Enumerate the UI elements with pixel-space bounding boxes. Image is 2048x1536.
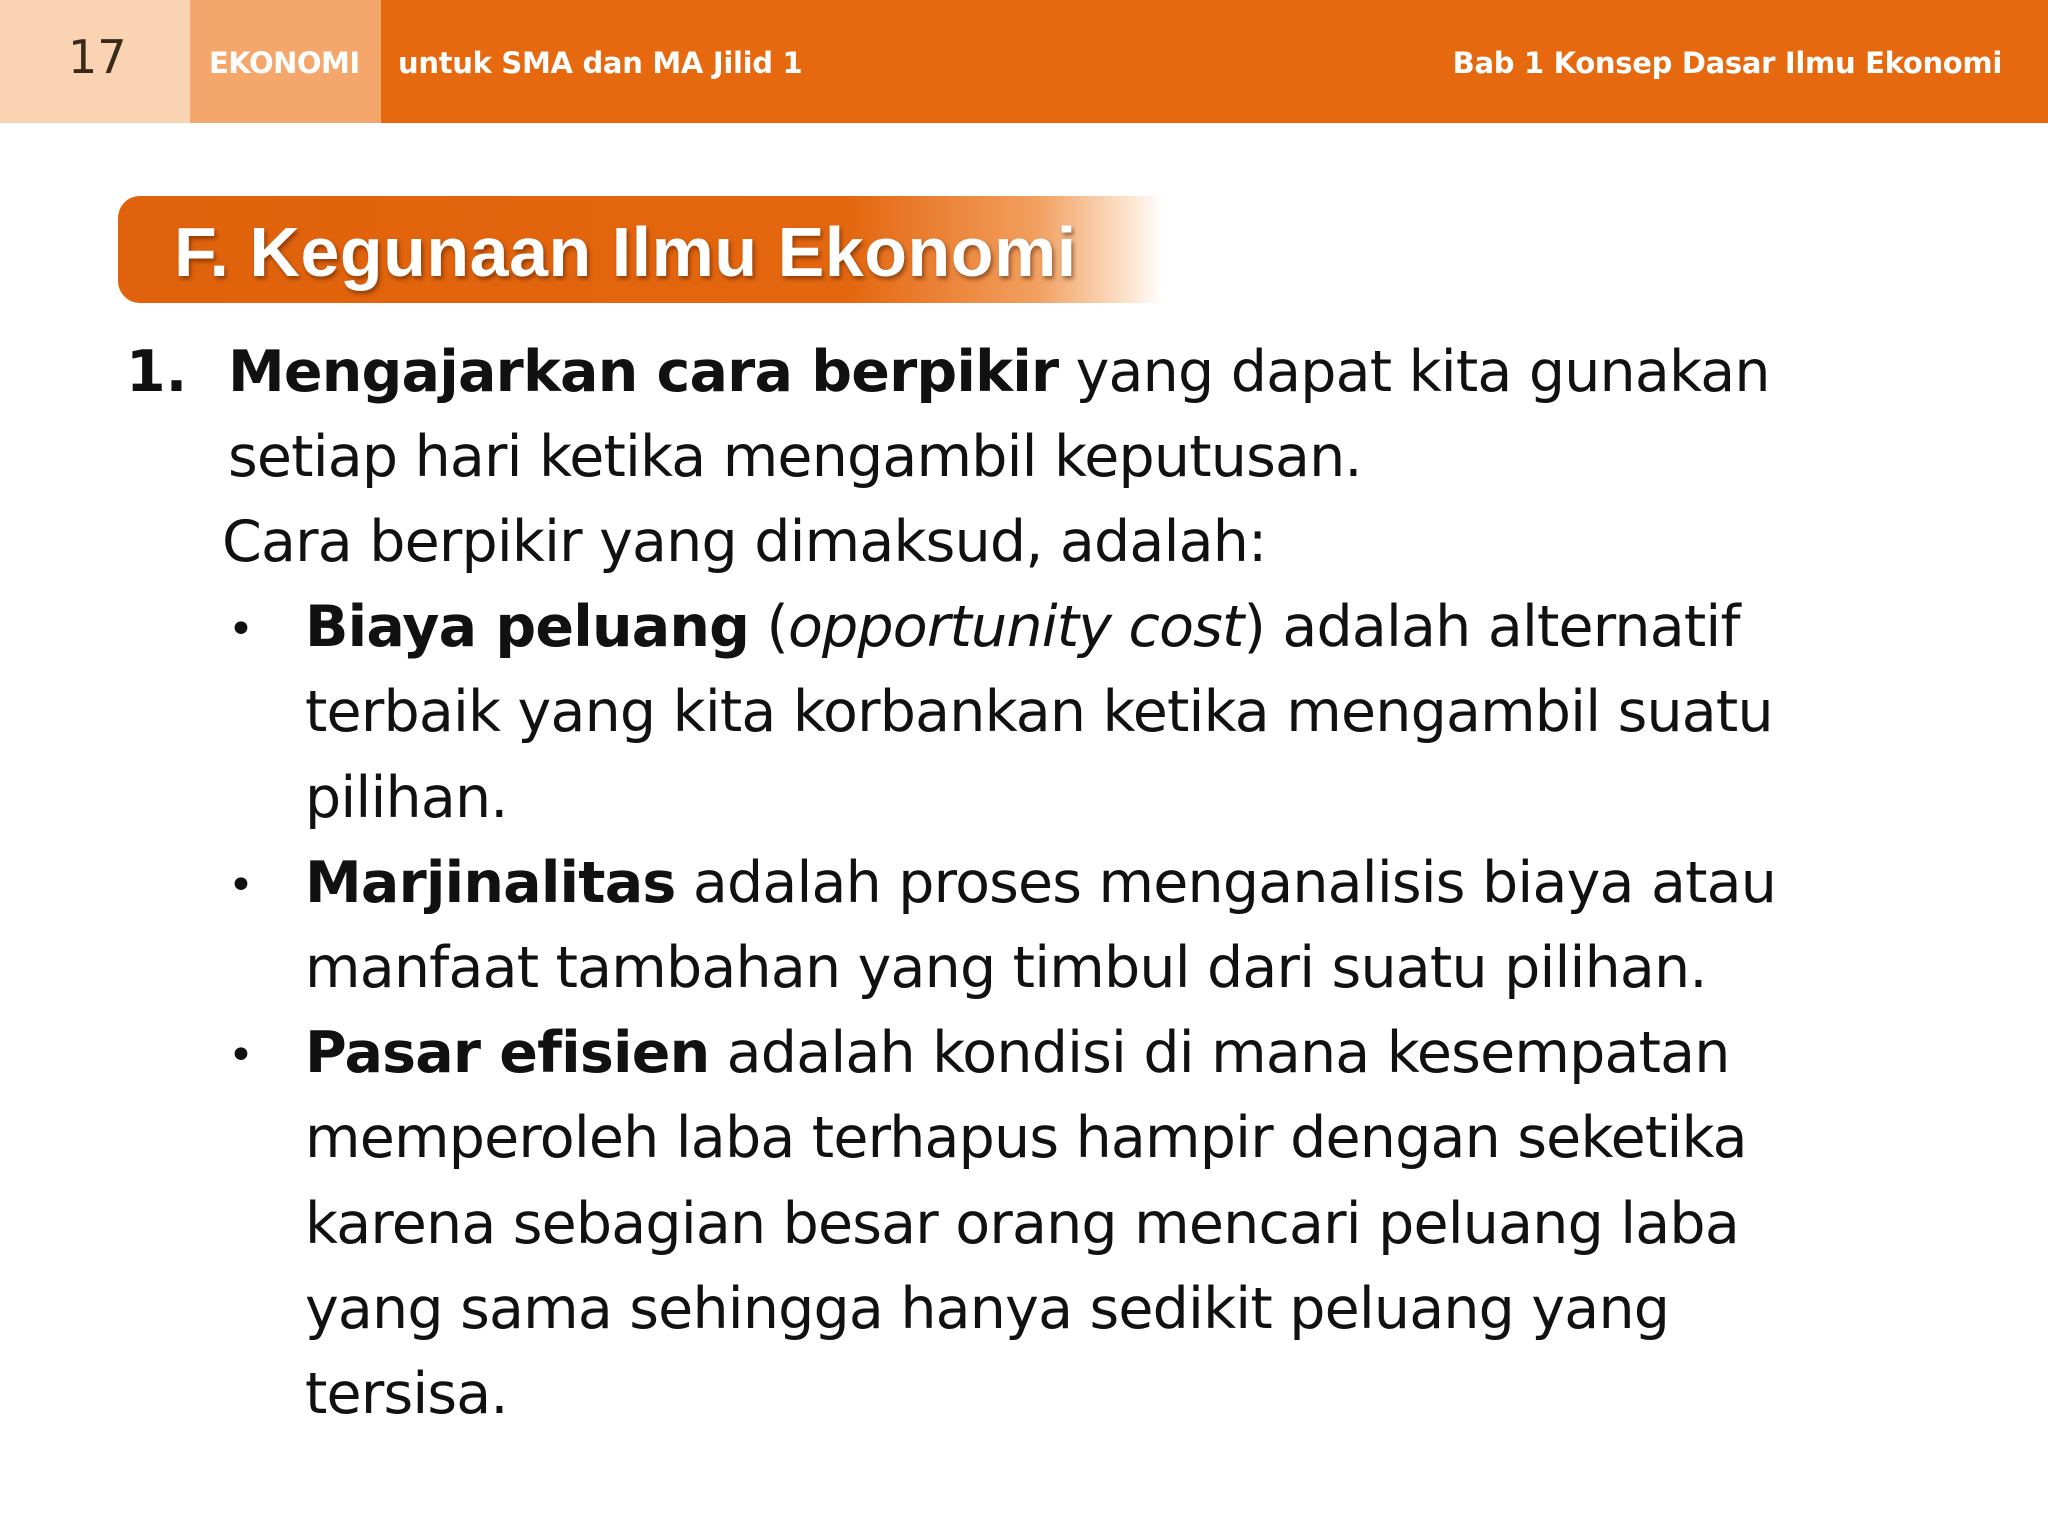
bullet1-italic: opportunity cost <box>787 594 1244 660</box>
bullet3-line2: memperoleh laba terhapus hampir dengan seketika <box>305 1105 1747 1171</box>
bullet1-line3: pilihan. <box>305 765 508 831</box>
item1-intro: Cara berpikir yang dimaksud, adalah: <box>222 509 1267 575</box>
bullet3-line3: karena sebagian besar orang mencari peluang laba <box>305 1191 1739 1257</box>
bullet2-line2: manfaat tambahan yang timbul dari suatu pilihan. <box>305 935 1707 1001</box>
bullet3-rest: adalah kondisi di mana kesempatan <box>709 1020 1730 1086</box>
item1-line2: setiap hari ketika mengambil keputusan. <box>228 424 1362 490</box>
book-title: untuk SMA dan MA Jilid 1 <box>398 46 803 80</box>
bullet2-rest: adalah proses menganalisis biaya atau <box>675 850 1777 916</box>
page-number: 17 <box>68 30 127 84</box>
subject-label: EKONOMI <box>209 46 360 80</box>
bullet2-term: Marjinalitas <box>305 850 676 916</box>
bullet1-term: Biaya peluang <box>305 594 750 660</box>
item-number: 1. <box>126 339 188 405</box>
bullet1-rest: ) adalah alternatif <box>1243 594 1740 660</box>
item1-rest: yang dapat kita gunakan <box>1058 339 1770 405</box>
bullet2-line1 <box>305 850 1777 916</box>
item1-bold-lead: Mengajarkan cara berpikir <box>228 339 1059 405</box>
bullet3-line5: tersisa. <box>305 1361 508 1427</box>
bullet1-line2: terbaik yang kita korbankan ketika mengambil suatu <box>305 679 1773 745</box>
bullet3-term: Pasar efisien <box>305 1020 710 1086</box>
item1-line1 <box>228 339 1770 405</box>
bullet3-line4: yang sama sehingga hanya sedikit peluang yang <box>305 1276 1670 1342</box>
bullet-marker: • <box>228 604 254 655</box>
section-title: F. Kegunaan Ilmu Ekonomi <box>174 213 1077 291</box>
bullet1-paren: ( <box>749 594 788 660</box>
bullet3-line1 <box>305 1020 1730 1086</box>
bullet-marker: • <box>228 860 254 911</box>
bullet1-line1 <box>305 594 1740 660</box>
bullet-marker: • <box>228 1030 254 1081</box>
chapter-title: Bab 1 Konsep Dasar Ilmu Ekonomi <box>1452 46 2002 80</box>
